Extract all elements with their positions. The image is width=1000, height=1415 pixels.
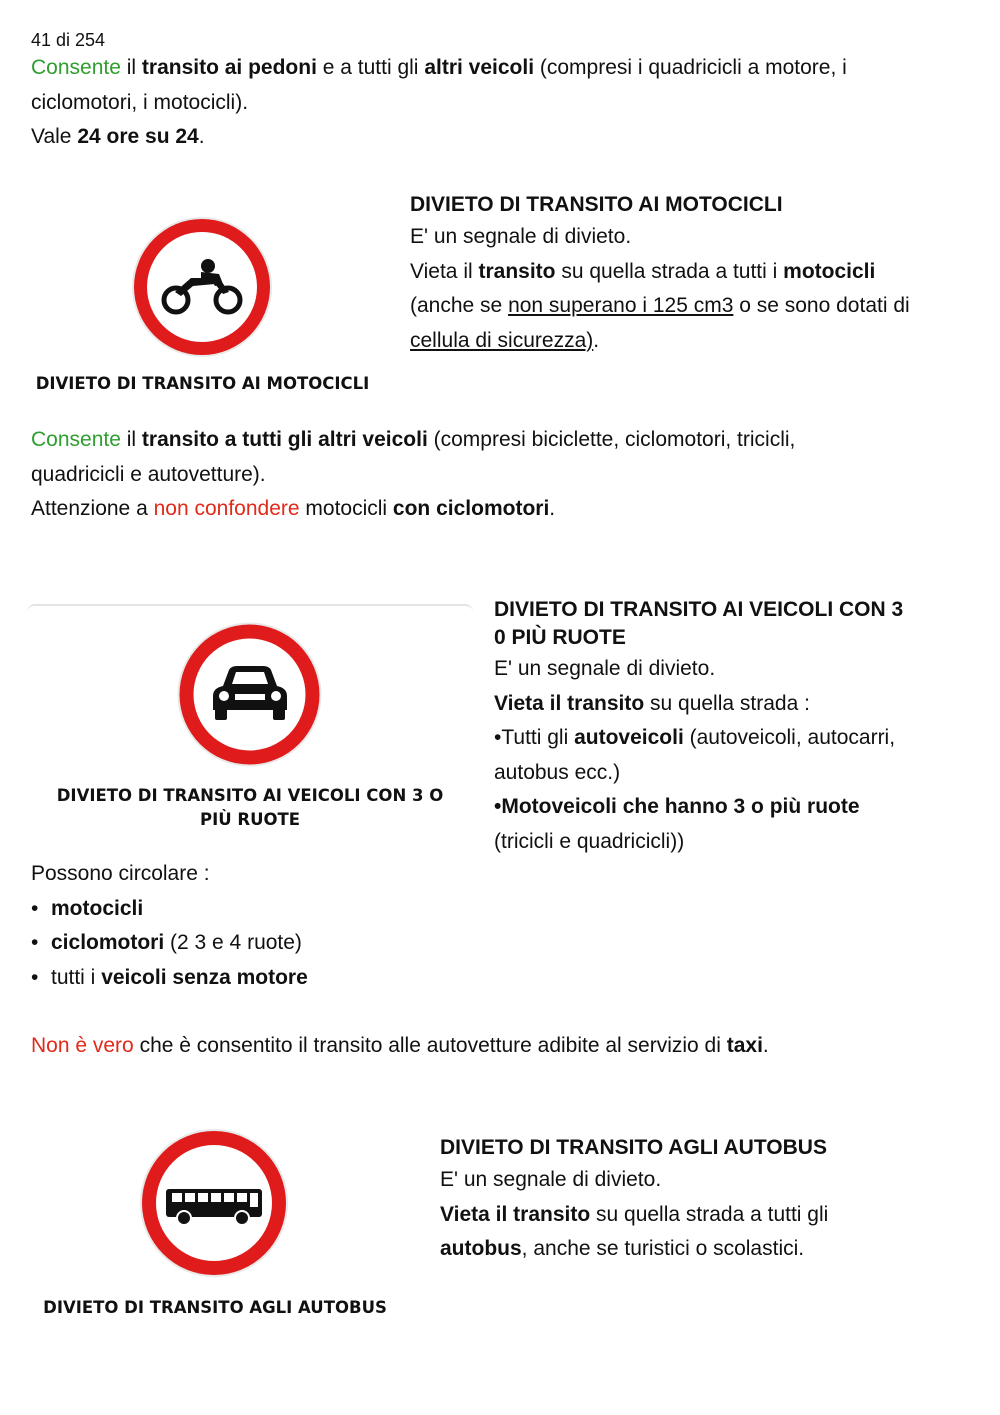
list-item: • ciclomotori (2 3 e 4 ruote) <box>31 931 302 954</box>
taxi-note: Non è vero che è consentito il transito alle autovetture adibite al servizio di taxi. <box>31 1034 769 1057</box>
motorcycle-description: DIVIETO DI TRANSITO AI MOTOCICLI E' un segnale di divieto. Vieta il transito su quella strada a tutti i motocicli (anche se non superano i 125 cm3 o se sono dotati di cellula di sicurezza). <box>410 190 990 358</box>
page-number: 41 di 254 <box>31 30 106 50</box>
motorcycle-caption: DIVIETO DI TRANSITO AI MOTOCICLI <box>35 374 370 393</box>
motorcycle-sign <box>131 216 273 358</box>
car-title-line-1: DIVIETO DI TRANSITO AI VEICOLI CON 3 <box>494 598 904 621</box>
intro-paragraph <box>31 51 981 155</box>
bus-title: DIVIETO DI TRANSITO AGLI AUTOBUS <box>440 1136 827 1159</box>
bus-caption: DIVIETO DI TRANSITO AGLI AUTOBUS <box>43 1298 387 1317</box>
motorcycle-title: DIVIETO DI TRANSITO AI MOTOCICLI <box>410 193 783 216</box>
list-item: • motocicli <box>31 896 144 920</box>
car-description: DIVIETO DI TRANSITO AI VEICOLI CON 3 0 PIÙ RUOTE E' un segnale di divieto. Vieta il transito su quella strada : •Tutti gli autoveicoli (autoveicoli, autocarri, autobus ecc.) •Motoveicoli che hanno 3 o più ruote (tricicli e quadricicli)) <box>494 596 984 859</box>
intro-line-1: Consente il transito ai pedoni e a tutti gli altri veicoli (compresi i quadricicli a motore, i <box>31 56 847 79</box>
intro-line-3: Vale 24 ore su 24. <box>31 125 205 148</box>
car-caption: DIVIETO DI TRANSITO AI VEICOLI CON 3 O PIÙ RUOTE <box>56 786 444 829</box>
bus-sign <box>139 1128 289 1278</box>
bus-description: DIVIETO DI TRANSITO AGLI AUTOBUS E' un segnale di divieto. Vieta il transito su quella strada a tutti gli autobus, anche se turistici o scolastici. <box>440 1133 985 1267</box>
allowed-vehicles-list: Possono circolare : • motocicli • ciclomotori (2 3 e 4 ruote) • tutti i veicoli senza motore <box>31 857 531 995</box>
image-frame <box>27 604 473 612</box>
intro-line-2: ciclomotori, i motocicli). <box>31 90 249 114</box>
car-title-line-2: 0 PIÙ RUOTE <box>494 626 626 649</box>
motorcycle-notes: Consente il transito a tutti gli altri veicoli (compresi biciclette, ciclomotori, tricicli, quadricicli e autovetture). Attenzione a non confondere motocicli con ciclomotori. <box>31 428 796 520</box>
car-sign <box>177 622 322 767</box>
list-item: • tutti i veicoli senza motore <box>31 965 308 989</box>
